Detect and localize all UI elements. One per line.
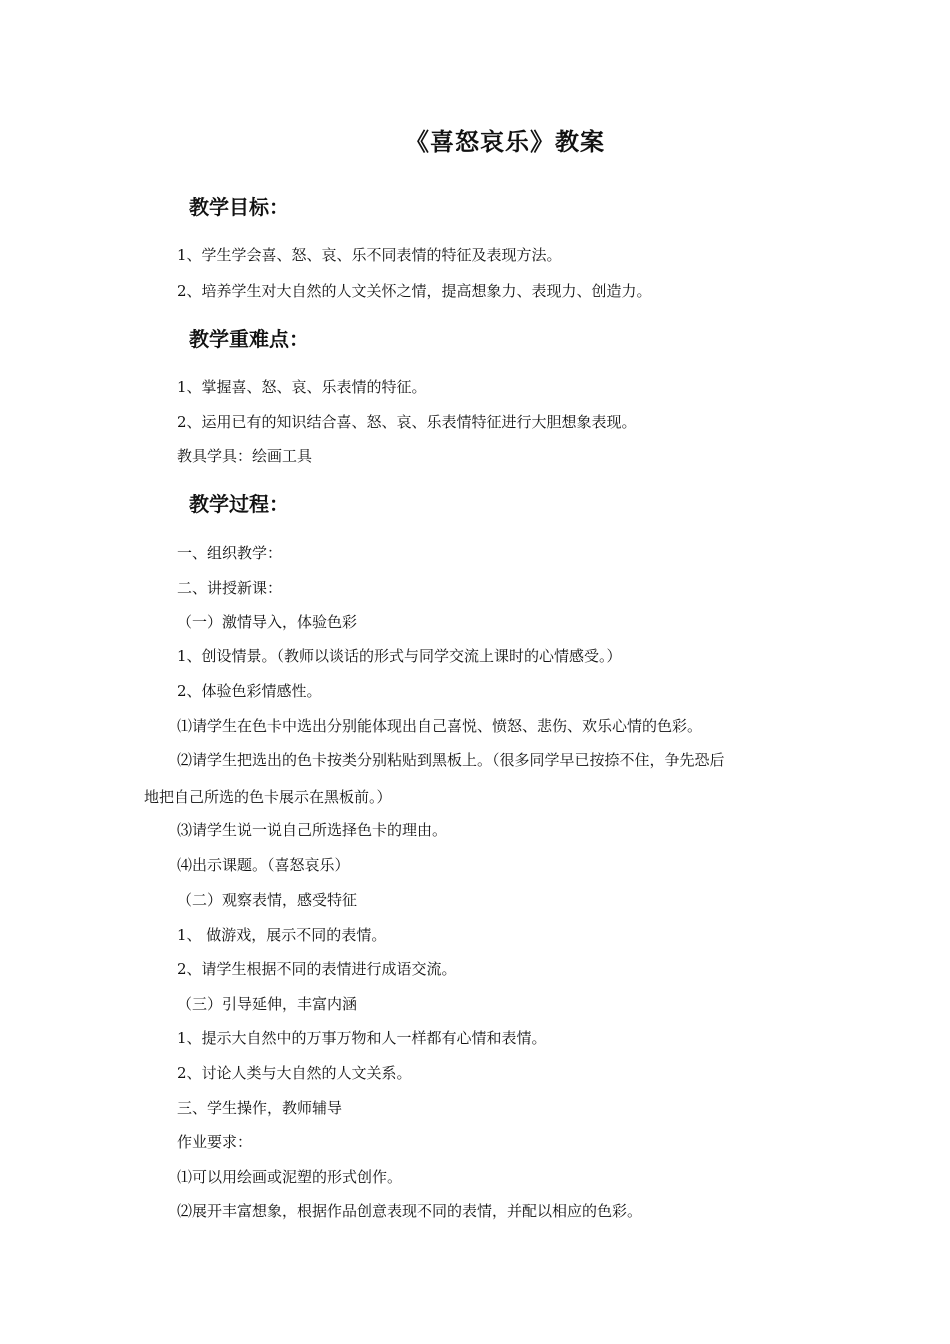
process-line: （二）观察表情，感受特征 bbox=[177, 891, 358, 909]
process-line: ⑴可以用绘画或泥塑的形式创作。 bbox=[177, 1168, 403, 1186]
process-line: ⑶请学生说一说自己所选择色卡的理由。 bbox=[177, 821, 448, 839]
process-line: 三、学生操作，教师辅导 bbox=[177, 1099, 343, 1117]
process-line: 2、请学生根据不同的表情进行成语交流。 bbox=[177, 960, 457, 978]
key-point-item-1: 1、掌握喜、怒、哀、乐表情的特征。 bbox=[177, 378, 427, 396]
process-line: ⑵请学生把选出的色卡按类分别粘贴到黑板上。（很多同学早已按捺不住，争先恐后 bbox=[177, 751, 725, 769]
process-line: （一）激情导入，体验色彩 bbox=[177, 613, 358, 631]
process-line: 2、体验色彩情感性。 bbox=[177, 682, 322, 700]
process-line: 2、讨论人类与大自然的人文关系。 bbox=[177, 1064, 412, 1082]
teaching-tools: 教具学具：绘画工具 bbox=[177, 447, 313, 465]
process-line: 1、提示大自然中的万事万物和人一样都有心情和表情。 bbox=[177, 1029, 547, 1047]
process-line: 二、讲授新课： bbox=[177, 579, 283, 597]
process-line: ⑴请学生在色卡中选出分别能体现出自己喜悦、愤怒、悲伤、欢乐心情的色彩。 bbox=[177, 717, 703, 735]
process-line: （三）引导延伸，丰富内涵 bbox=[177, 995, 358, 1013]
section-heading-goals: 教学目标： bbox=[189, 195, 289, 219]
section-heading-process: 教学过程： bbox=[189, 492, 289, 516]
goal-item-1: 1、学生学会喜、怒、哀、乐不同表情的特征及表现方法。 bbox=[177, 246, 562, 264]
process-line: ⑷出示课题。（喜怒哀乐） bbox=[177, 856, 350, 874]
process-line: 作业要求： bbox=[177, 1133, 253, 1151]
process-line: 一、组织教学： bbox=[177, 544, 283, 562]
process-line: 1、 做游戏，展示不同的表情。 bbox=[177, 926, 387, 944]
section-heading-key-points: 教学重难点： bbox=[189, 327, 309, 351]
process-line: 1、创设情景。（教师以谈话的形式与同学交流上课时的心情感受。） bbox=[177, 647, 622, 665]
process-line: ⑵展开丰富想象，根据作品创意表现不同的表情，并配以相应的色彩。 bbox=[177, 1202, 643, 1220]
key-point-item-2: 2、运用已有的知识结合喜、怒、哀、乐表情特征进行大胆想象表现。 bbox=[177, 413, 637, 431]
process-line-continuation: 地把自己所选的色卡展示在黑板前。） bbox=[144, 788, 392, 806]
goal-item-2: 2、培养学生对大自然的人文关怀之情，提高想象力、表现力、创造力。 bbox=[177, 282, 652, 300]
document-title: 《喜怒哀乐》教案 bbox=[405, 128, 605, 156]
